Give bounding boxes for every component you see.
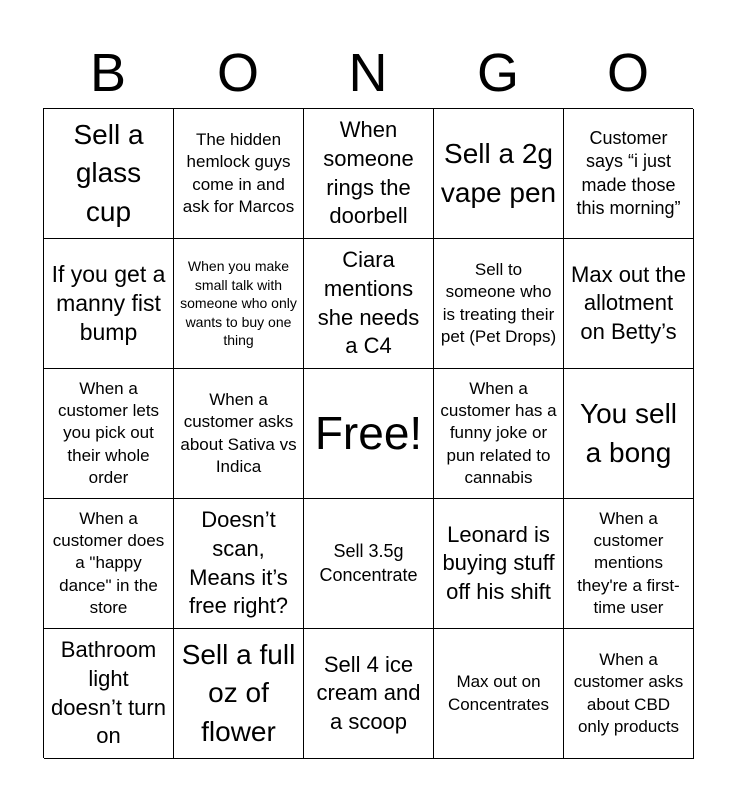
bingo-cell-r1c3[interactable] bbox=[304, 109, 434, 239]
header-letter-g: G bbox=[476, 43, 519, 103]
header-letter-n: N bbox=[348, 43, 388, 103]
bingo-cell-r2c4[interactable] bbox=[434, 239, 564, 369]
cell-text: Sell 4 ice cream and a scoop bbox=[316, 651, 421, 734]
cell-text: When a customer does a "happy dance" in the store bbox=[52, 509, 165, 617]
bingo-header bbox=[43, 38, 693, 108]
bingo-cell-r2c5[interactable] bbox=[564, 239, 694, 369]
cell-text: Sell a glass cup bbox=[73, 118, 144, 227]
cell-text: If you get a manny fist bump bbox=[51, 260, 166, 346]
bingo-cell-r4c3[interactable] bbox=[304, 499, 434, 629]
cell-text: Doesn’t scan, Means it’s free right? bbox=[188, 507, 289, 619]
cell-text: When someone rings the doorbell bbox=[323, 117, 414, 229]
bingo-board bbox=[43, 108, 693, 758]
bingo-cell-r5c5[interactable] bbox=[564, 629, 694, 759]
bingo-cell-free-space[interactable] bbox=[304, 369, 434, 499]
bingo-cell-r2c2[interactable] bbox=[174, 239, 304, 369]
bingo-cell-r5c1[interactable] bbox=[44, 629, 174, 759]
bingo-cell-r1c5[interactable] bbox=[564, 109, 694, 239]
cell-text: When a customer asks about Sativa vs Indica bbox=[180, 390, 297, 476]
cell-text: You sell a bong bbox=[579, 397, 678, 468]
bingo-cell-r1c2[interactable] bbox=[174, 109, 304, 239]
bingo-cell-r4c4[interactable] bbox=[434, 499, 564, 629]
cell-text: Ciara mentions she needs a C4 bbox=[317, 247, 420, 359]
cell-text: Bathroom light doesn’t turn on bbox=[51, 637, 166, 749]
bingo-cell-r5c3[interactable] bbox=[304, 629, 434, 759]
bingo-cell-r4c1[interactable] bbox=[44, 499, 174, 629]
cell-text: The hidden hemlock guys come in and ask for Marcos bbox=[182, 130, 295, 216]
bingo-cell-r3c5[interactable] bbox=[564, 369, 694, 499]
bingo-cell-r3c1[interactable] bbox=[44, 369, 174, 499]
cell-text: When a customer has a funny joke or pun related to cannabis bbox=[440, 379, 557, 487]
cell-text: Leonard is buying stuff off his shift bbox=[442, 521, 555, 604]
bingo-cell-r2c1[interactable] bbox=[44, 239, 174, 369]
bingo-cell-r1c1[interactable] bbox=[44, 109, 174, 239]
cell-text: When a customer asks about CBD only products bbox=[573, 650, 684, 736]
cell-text: Sell 3.5g Concentrate bbox=[319, 541, 418, 585]
cell-text: When you make small talk with someone who only wants to buy one thing bbox=[180, 257, 297, 349]
cell-text: Sell a full oz of flower bbox=[181, 638, 296, 747]
header-letter-o-2: O bbox=[606, 43, 649, 103]
free-space-text: Free! bbox=[314, 407, 423, 460]
bingo-cell-r5c2[interactable] bbox=[174, 629, 304, 759]
bingo-cell-r2c3[interactable] bbox=[304, 239, 434, 369]
header-letter-b: B bbox=[89, 43, 127, 103]
bingo-cell-r5c4[interactable] bbox=[434, 629, 564, 759]
cell-text: When a customer mentions they're a first-time user bbox=[577, 509, 680, 617]
bingo-cell-r3c4[interactable] bbox=[434, 369, 564, 499]
cell-text: Customer says “i just made those this morning” bbox=[576, 128, 681, 218]
bingo-cell-r1c4[interactable] bbox=[434, 109, 564, 239]
cell-text: Max out the allotment on Betty’s bbox=[571, 261, 686, 344]
cell-text: Max out on Concentrates bbox=[447, 672, 550, 714]
cell-text: Sell to someone who is treating their pet (Pet Drops) bbox=[440, 260, 557, 346]
cell-text: Sell a 2g vape pen bbox=[440, 137, 557, 208]
bingo-cell-r4c5[interactable] bbox=[564, 499, 694, 629]
bingo-cell-r3c2[interactable] bbox=[174, 369, 304, 499]
cell-text: When a customer lets you pick out their whole order bbox=[57, 379, 160, 487]
header-letter-o: O bbox=[216, 43, 259, 103]
bingo-cell-r4c2[interactable] bbox=[174, 499, 304, 629]
